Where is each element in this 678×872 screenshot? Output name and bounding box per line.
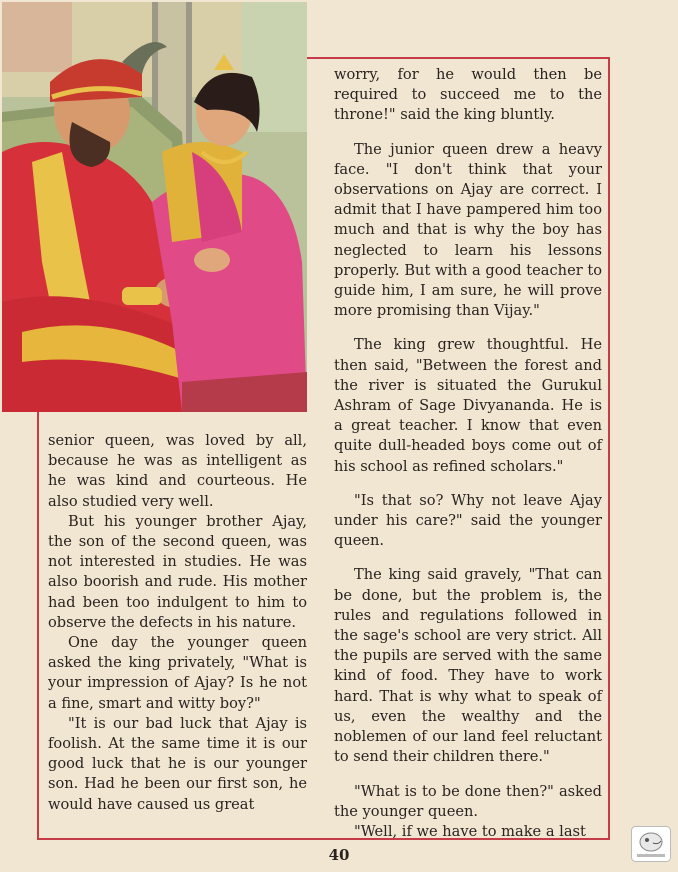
right-column: [334, 65, 602, 842]
scanner-watermark-stamp: [631, 826, 671, 862]
right-paragraph-6: "What is to be done then?" asked the younger queen.: [334, 782, 602, 820]
right-paragraph-2: The junior queen drew a heavy face. "I don't think that your observations on Ajay are correct. I admit that I have pampered him too much and that is why the boy has neglected to learn his lessons properly. But with a good teacher to guide him, I am sure, he will prove more promising than Vijay.": [334, 140, 602, 320]
page-number: 40: [328, 846, 350, 864]
left-column: [48, 431, 307, 815]
left-paragraph-3: One day the younger queen asked the king privately, "What is your impression of Ajay? Is he not a fine, smart and witty boy?": [48, 634, 307, 712]
right-paragraph-7: "Well, if we have to make a last: [354, 822, 586, 840]
left-paragraph-2: But his younger brother Ajay, the son of the second queen, was not interested in studies. He was also boorish and rude. His mother had been too indulgent to him to observe the defects in his nature.: [48, 512, 307, 631]
border-left: [37, 410, 39, 840]
right-paragraph-1: worry, for he would then be required to succeed me to the throne!" said the king bluntly.: [334, 66, 602, 124]
right-paragraph-5: The king said gravely, "That can be done, but the problem is, the rules and regulations followed in the sage's school are very strict. All the pupils are served with the same kind of food. They have to work hard. That is why what to speak of us, even the wealthy and the noblemen of our land feel reluctant to send their children there.": [334, 566, 602, 766]
left-paragraph-1: senior queen, was loved by all, because he was as intelligent as he was kind and courteous. He also studied very well.: [48, 432, 307, 510]
right-paragraph-3: The king grew thoughtful. He then said, "Between the forest and the river is situated the Gurukul Ashram of Sage Divyananda. He is a great teacher. I know that even quite dull-headed boys come out of his school as refined scholars.": [334, 336, 602, 475]
king-and-queen-illustration: [2, 2, 307, 412]
right-paragraph-4: "Is that so? Why not leave Ajay under his care?" said the younger queen.: [334, 491, 602, 550]
left-paragraph-4: "It is our bad luck that Ajay is foolish. At the same time it is our good luck that he is our younger son. Had he been our first son, he would have caused us great: [48, 714, 307, 813]
border-top: [307, 57, 610, 59]
border-right: [608, 57, 610, 840]
